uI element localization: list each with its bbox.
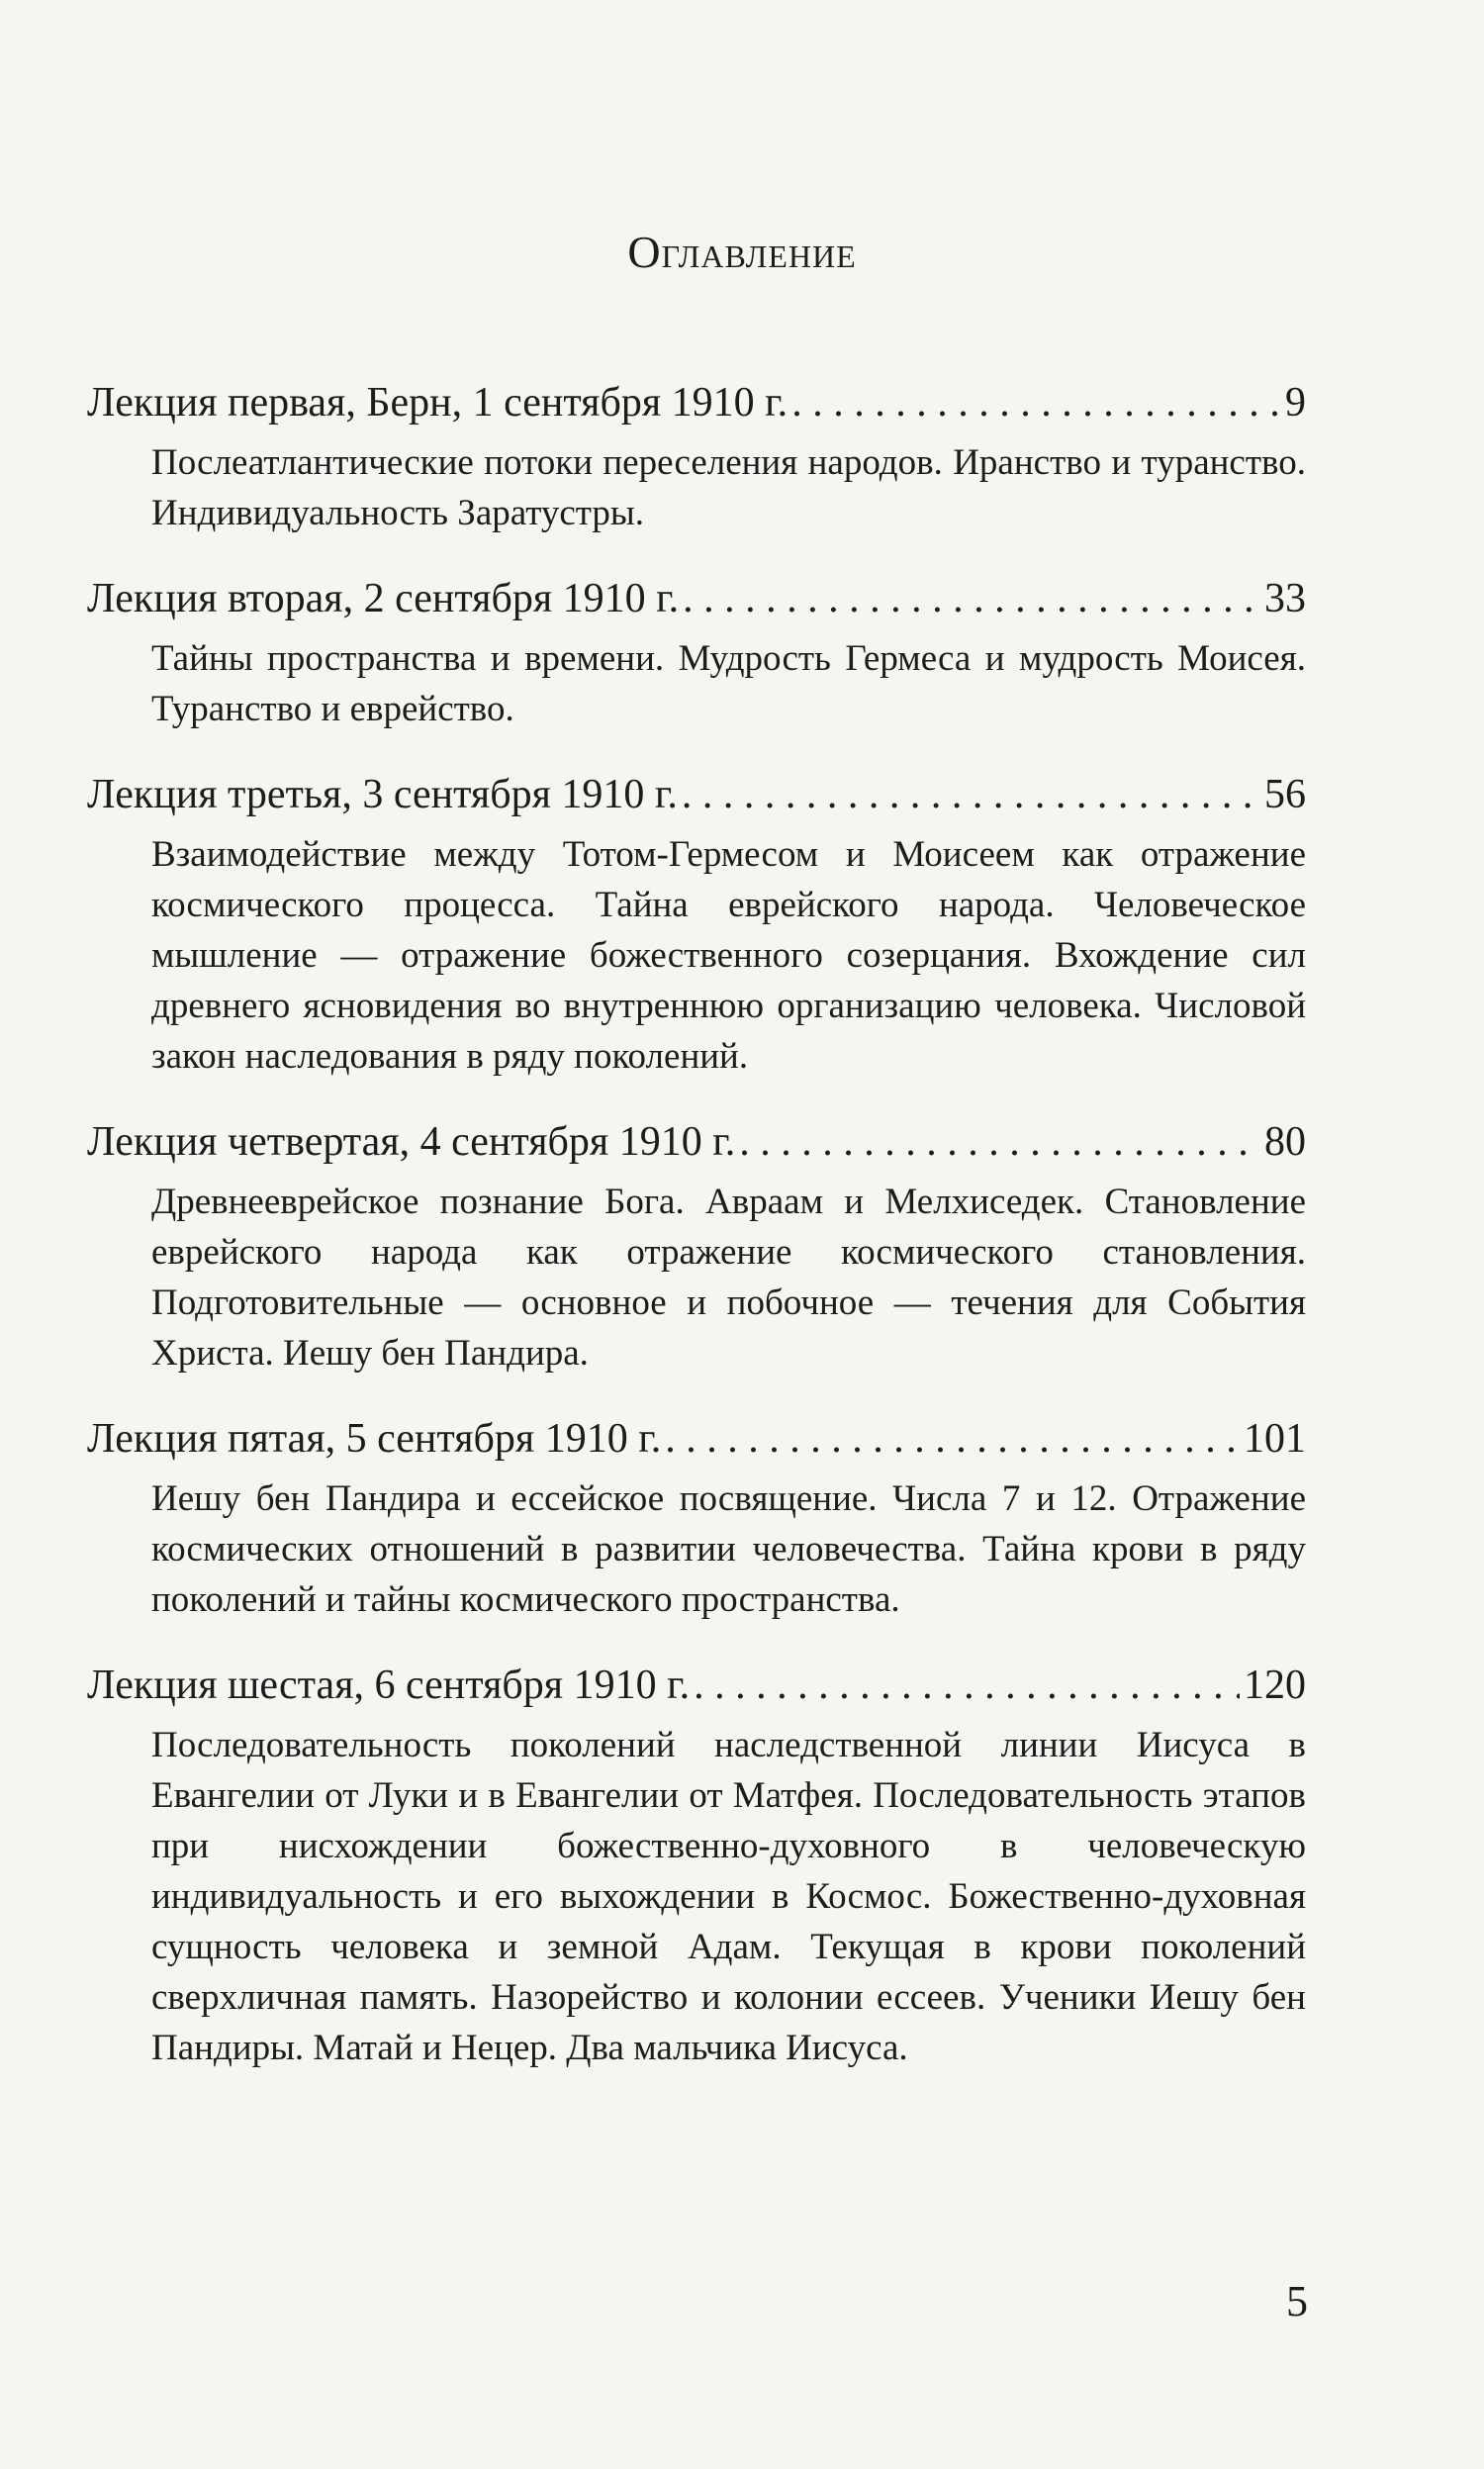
toc-page-number: 120 — [1244, 1662, 1306, 1708]
toc-entry-title: Лекция четвертая, 4 сентября 1910 г. — [87, 1119, 736, 1165]
table-of-contents — [87, 376, 1306, 2107]
leader-dots — [791, 376, 1281, 429]
leader-dots — [739, 1115, 1260, 1169]
toc-entry-heading[interactable] — [87, 376, 1306, 429]
toc-entry-description: Последовательность поколений наследственной линии Иисуса в Евангелии от Луки и в Евангелии от Матфея. Последовательность этапов при нисхождении божественно-духовного в человеческую индивидуальность и его выхождении в Космос. Божественно-духовная сущность человека и земной Адам. Текущая в крови поколений сверхличная память. Назорейство и колонии ессеев. Ученики Иешу бен Пандиры. Матай и Нецер. Два мальчика Иисуса. — [151, 1725, 1306, 2068]
toc-entry-description: Древнееврейское познание Бога. Авраам и Мелхиседек. Становление еврейского народа как отражение космического становления. Подготовительные — основное и побочное — течения для События Христа. Иешу бен Пандира. — [151, 1182, 1306, 1374]
toc-entry-title: Лекция пятая, 5 сентября 1910 г. — [87, 1416, 662, 1462]
page-title: Оглавление — [627, 227, 857, 277]
toc-entry-heading[interactable] — [87, 768, 1306, 821]
toc-page-number: 9 — [1285, 380, 1306, 426]
leader-dots — [683, 572, 1260, 625]
toc-entry-2 — [87, 572, 1306, 734]
toc-entry-title: Лекция первая, Берн, 1 сентября 1910 г. — [87, 380, 788, 426]
toc-entry-heading[interactable] — [87, 1659, 1306, 1712]
leader-dots — [682, 768, 1260, 821]
leader-dots — [665, 1412, 1240, 1466]
toc-page-number: 80 — [1264, 1119, 1306, 1165]
toc-entry-4 — [87, 1115, 1306, 1378]
toc-entry-heading[interactable] — [87, 1115, 1306, 1169]
toc-entry-description: Послеатлантические потоки переселения народов. Иранство и туранство. Индивидуальность Заратустры. — [151, 442, 1306, 533]
toc-entry-1 — [87, 376, 1306, 538]
toc-page-number: 56 — [1264, 772, 1306, 817]
toc-entry-description: Иешу бен Пандира и ессейское посвящение. Числа 7 и 12. Отражение космических отношений в развитии человечества. Тайна крови в ряду поколений и тайны космического пространства. — [151, 1478, 1306, 1620]
toc-entry-3 — [87, 768, 1306, 1082]
toc-entry-heading[interactable] — [87, 1412, 1306, 1466]
toc-entry-6 — [87, 1659, 1306, 2073]
toc-entry-title: Лекция третья, 3 сентября 1910 г. — [87, 772, 678, 817]
page-number: 5 — [1286, 2277, 1308, 2326]
toc-entry-title: Лекция вторая, 2 сентября 1910 г. — [87, 576, 680, 621]
toc-page-number: 101 — [1244, 1416, 1306, 1462]
toc-entry-description: Тайны пространства и времени. Мудрость Гермеса и мудрость Моисея. Туранство и еврейство. — [151, 638, 1306, 729]
toc-entry-heading[interactable] — [87, 572, 1306, 625]
toc-entry-title: Лекция шестая, 6 сентября 1910 г. — [87, 1662, 691, 1708]
toc-page-number: 33 — [1264, 576, 1306, 621]
toc-entry-5 — [87, 1412, 1306, 1625]
toc-entry-description: Взаимодействие между Тотом-Гермесом и Моисеем как отражение космического процесса. Тайна еврейского народа. Человеческое мышление — отражение божественного созерцания. Вхождение сил древнего ясновидения во внутреннюю организацию человека. Числовой закон наследования в ряду поколений. — [151, 834, 1306, 1077]
leader-dots — [694, 1659, 1240, 1712]
